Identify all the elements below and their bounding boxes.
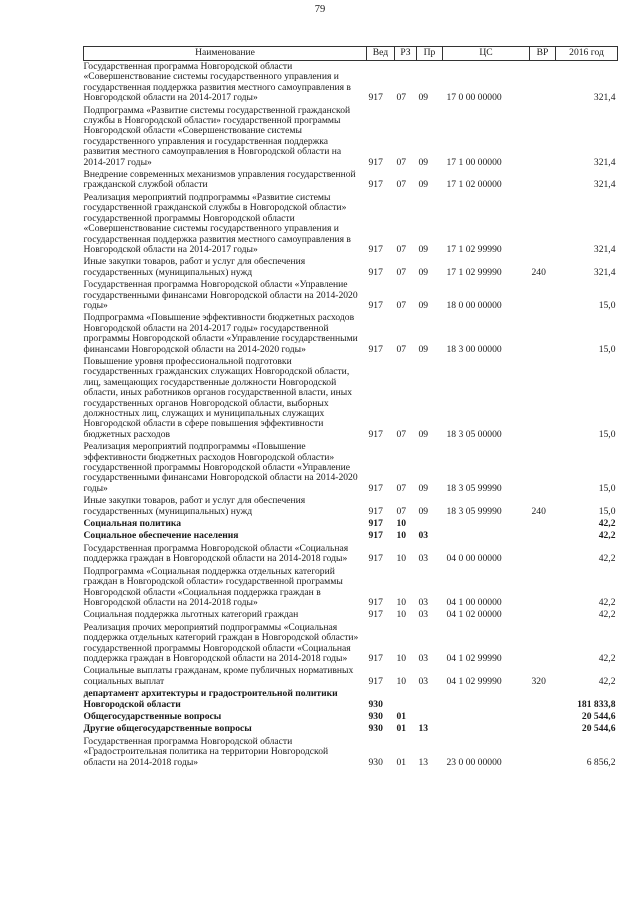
cell-vr <box>530 61 556 105</box>
cell-name: Реализация прочих мероприятий подпрограммы «Социальная поддержка отдельных категорий граждан в Новгородской области» государственной программы Новгородской области «Социальная поддержка граждан в Новгородской области на 2014-2018 годы» <box>83 621 359 664</box>
cell-sum: 321,4 <box>593 156 616 168</box>
cell-rz: 07 <box>396 428 407 440</box>
cell-ved: 917 <box>368 505 383 517</box>
cell-pr <box>417 518 443 530</box>
cell-ved: 917 <box>368 92 383 104</box>
table-row <box>84 688 618 711</box>
cell-sum: 42,2 <box>598 530 616 542</box>
cell-name: Государственная программа Новгородской области «Совершенствование системы государственного управления и государственная поддержка развития местного самоуправления в Новгородской области на 2014-2017 годы» <box>83 61 351 104</box>
cell-sum: 42,2 <box>598 675 616 687</box>
header-sum: 2016 год <box>556 47 618 61</box>
cell-cs: 17 1 02 00000 <box>446 179 502 191</box>
cell-rz: 10 <box>396 530 407 542</box>
cell-vr <box>530 609 556 621</box>
cell-name: Государственная программа Новгородской области «Управление государственными финансами Новгородской области на 2014-2020 годы» <box>83 279 358 311</box>
cell-cs: 04 0 00 00000 <box>446 553 502 565</box>
cell-rz: 10 <box>396 518 407 530</box>
cell-name: Подпрограмма «Социальная поддержка отдельных категорий граждан в Новгородской области» государственной программы Новгородской области «Социальная поддержка граждан в Новгородской области на 2014-2018 годы» <box>83 565 343 608</box>
cell-name: Иные закупки товаров, работ и услуг для обеспечения государственных (муниципальных) нужд <box>83 495 306 517</box>
cell-rz: 07 <box>396 243 407 255</box>
cell-pr: 03 <box>418 609 429 621</box>
cell-ved: 917 <box>368 553 383 565</box>
table-row <box>84 543 618 566</box>
cell-rz: 10 <box>396 596 407 608</box>
cell-rz: 10 <box>396 652 407 664</box>
table-row <box>84 312 618 356</box>
cell-cs <box>443 711 530 723</box>
header-rz: РЗ <box>395 47 417 61</box>
cell-pr: 09 <box>418 343 429 355</box>
header-vr: ВР <box>530 47 556 61</box>
cell-ved: 917 <box>368 156 383 168</box>
cell-name: Социальное обеспечение населения <box>83 530 239 542</box>
cell-cs: 23 0 00 00000 <box>446 756 502 768</box>
table-row <box>84 723 618 735</box>
table-row <box>84 356 618 441</box>
table-row <box>84 105 618 169</box>
cell-ved: 917 <box>368 179 383 191</box>
cell-rz: 01 <box>396 756 407 768</box>
cell-ved: 917 <box>368 266 383 278</box>
cell-cs: 18 3 05 99990 <box>446 505 502 517</box>
cell-pr: 09 <box>418 428 429 440</box>
cell-cs <box>443 530 530 542</box>
cell-pr: 09 <box>418 92 429 104</box>
cell-vr <box>530 441 556 495</box>
cell-name: Внедрение современных механизмов управления государственной гражданской службой области <box>83 169 356 191</box>
cell-name: Социальная поддержка льготных категорий граждан <box>83 609 299 621</box>
cell-cs <box>443 688 530 711</box>
cell-vr <box>530 169 556 192</box>
table-row <box>84 192 618 256</box>
cell-pr: 09 <box>418 179 429 191</box>
cell-ved: 917 <box>368 609 383 621</box>
table-row <box>84 736 618 769</box>
table-row <box>84 622 618 666</box>
cell-name: Повышение уровня профессиональной подготовки государственных гражданских служащих Новгородской области, лиц, замещающих государственные должности Новгородской области, иных работников органов государственной власти, иных государственных органов Новгородской области, выборных должностных лиц, служащих и муниципальных служащих Новгородской области в сфере повышения эффективности бюджетных расходов <box>83 355 353 440</box>
cell-pr: 09 <box>418 482 429 494</box>
cell-sum: 15,0 <box>598 505 616 517</box>
cell-sum: 42,2 <box>598 596 616 608</box>
cell-ved: 930 <box>368 756 383 768</box>
cell-cs: 18 3 05 99990 <box>446 482 502 494</box>
cell-vr <box>530 356 556 441</box>
cell-vr: 240 <box>531 266 546 278</box>
cell-rz: 01 <box>396 710 407 722</box>
cell-pr: 03 <box>418 596 429 608</box>
cell-name: Государственная программа Новгородской области «Градостроительная политика на территории Новгородской области на 2014-2018 годы» <box>83 735 329 768</box>
cell-ved: 917 <box>368 518 383 530</box>
cell-rz: 07 <box>396 156 407 168</box>
table-row <box>84 441 618 495</box>
cell-pr: 09 <box>418 505 429 517</box>
cell-pr: 09 <box>418 243 429 255</box>
cell-cs: 18 3 05 00000 <box>446 428 502 440</box>
header-cs: ЦС <box>443 47 530 61</box>
cell-sum: 15,0 <box>598 299 616 311</box>
cell-vr <box>530 192 556 256</box>
cell-ved: 917 <box>368 530 383 542</box>
cell-rz: 07 <box>396 482 407 494</box>
table-row <box>84 279 618 312</box>
cell-rz: 07 <box>396 92 407 104</box>
header-pr: Пр <box>417 47 443 61</box>
cell-pr: 03 <box>418 675 429 687</box>
cell-rz: 07 <box>396 179 407 191</box>
cell-ved: 917 <box>368 675 383 687</box>
cell-name: Государственная программа Новгородской области «Социальная поддержка граждан в Новгородской области на 2014-2018 годы» <box>83 542 349 565</box>
budget-table <box>83 46 618 769</box>
cell-sum: 321,4 <box>593 266 616 278</box>
table-row <box>84 711 618 723</box>
cell-sum: 321,4 <box>593 243 616 255</box>
cell-sum: 15,0 <box>598 343 616 355</box>
table-body <box>84 61 618 770</box>
cell-cs: 17 1 02 99990 <box>446 243 502 255</box>
cell-cs: 04 1 02 99990 <box>446 652 502 664</box>
cell-sum: 6 856,2 <box>586 756 616 768</box>
cell-vr <box>530 736 556 769</box>
cell-cs: 17 1 02 99990 <box>446 266 502 278</box>
cell-rz: 10 <box>396 609 407 621</box>
cell-vr <box>530 723 556 735</box>
cell-pr: 13 <box>418 723 429 735</box>
cell-cs <box>443 518 530 530</box>
cell-cs: 17 0 00 00000 <box>446 92 502 104</box>
cell-pr: 13 <box>418 756 429 768</box>
cell-pr <box>417 688 443 711</box>
table-row <box>84 609 618 621</box>
cell-rz: 07 <box>396 343 407 355</box>
cell-ved: 917 <box>368 343 383 355</box>
cell-cs <box>443 723 530 735</box>
cell-rz: 07 <box>396 266 407 278</box>
cell-sum: 181 833,8 <box>577 698 616 710</box>
cell-name: Реализация мероприятий подпрограммы «Повышение эффективности бюджетных расходов Новгородской области» государственной программы Новгородской области «Управление государственными финансами Новгородской области на 2014-2020 годы» <box>83 441 358 494</box>
cell-rz: 10 <box>396 675 407 687</box>
cell-ved: 917 <box>368 428 383 440</box>
cell-name: Социальная политика <box>83 518 182 530</box>
cell-vr: 240 <box>531 505 546 517</box>
cell-name: департамент архитектуры и градостроительной политики Новгородской области <box>83 688 338 710</box>
cell-vr <box>530 518 556 530</box>
table-row <box>84 665 618 688</box>
table-row <box>84 169 618 192</box>
table-row <box>84 518 618 530</box>
cell-pr: 03 <box>418 530 429 542</box>
cell-sum: 42,2 <box>598 518 616 530</box>
cell-rz: 01 <box>396 723 407 735</box>
cell-cs: 04 1 02 99990 <box>446 675 502 687</box>
cell-ved: 917 <box>368 596 383 608</box>
cell-sum: 42,2 <box>598 609 616 621</box>
cell-name: Общегосударственные вопросы <box>83 710 222 722</box>
cell-ved: 930 <box>368 710 383 722</box>
cell-pr: 09 <box>418 299 429 311</box>
cell-sum: 321,4 <box>593 92 616 104</box>
cell-sum: 20 544,6 <box>581 723 616 735</box>
cell-sum: 42,2 <box>598 652 616 664</box>
cell-pr: 03 <box>418 652 429 664</box>
cell-vr: 320 <box>531 675 546 687</box>
cell-vr <box>530 279 556 312</box>
cell-vr <box>530 622 556 666</box>
cell-vr <box>530 711 556 723</box>
cell-pr: 09 <box>418 266 429 278</box>
cell-cs: 18 0 00 00000 <box>446 299 502 311</box>
cell-pr: 09 <box>418 156 429 168</box>
cell-name: Социальные выплаты гражданам, кроме публичных нормативных социальных выплат <box>83 665 354 687</box>
header-ved: Вед <box>367 47 395 61</box>
cell-sum: 15,0 <box>598 428 616 440</box>
cell-vr <box>530 566 556 610</box>
cell-cs: 04 1 00 00000 <box>446 596 502 608</box>
header-name: Наименование <box>84 47 367 61</box>
cell-pr <box>417 711 443 723</box>
page-number: 79 <box>314 4 326 15</box>
cell-ved: 917 <box>368 299 383 311</box>
cell-vr <box>530 530 556 542</box>
cell-rz: 07 <box>396 299 407 311</box>
table-row <box>84 256 618 279</box>
cell-ved: 930 <box>368 698 383 710</box>
cell-name: Подпрограмма «Развитие системы государственной гражданской службы в Новгородской области» государственной программы Новгородской области «Совершенствование системы государственного управления и государственная поддержка развития местного самоуправления в Новгородской области на 2014-2017 годы» <box>83 104 351 168</box>
cell-rz <box>395 688 417 711</box>
cell-sum: 321,4 <box>593 179 616 191</box>
cell-cs: 18 3 00 00000 <box>446 343 502 355</box>
cell-sum: 42,2 <box>598 553 616 565</box>
cell-sum: 20 544,6 <box>581 710 616 722</box>
cell-rz: 07 <box>396 505 407 517</box>
cell-name: Другие общегосударственные вопросы <box>83 723 252 735</box>
cell-name: Иные закупки товаров, работ и услуг для обеспечения государственных (муниципальных) нужд <box>83 256 306 278</box>
cell-name: Подпрограмма «Повышение эффективности бюджетных расходов Новгородской области на 2014-2017 годы» государственной программы Новгородской области «Управление государственными финансами Новгородской области на 2014-2020 годы» <box>83 312 358 355</box>
cell-ved: 917 <box>368 243 383 255</box>
cell-cs: 17 1 00 00000 <box>446 156 502 168</box>
cell-sum: 15,0 <box>598 482 616 494</box>
table-row <box>84 61 618 105</box>
cell-rz: 10 <box>396 553 407 565</box>
cell-name: Реализация мероприятий подпрограммы «Развитие системы государственной гражданской службы в Новгородской области» государственной программы Новгородской области «Совершенствование системы государственного управления и государственная поддержка развития местного самоуправления в Новгородской области на 2014-2017 годы» <box>83 191 351 255</box>
table-row <box>84 566 618 610</box>
cell-vr <box>530 105 556 169</box>
cell-ved: 930 <box>368 723 383 735</box>
cell-ved: 917 <box>368 652 383 664</box>
table-row <box>84 495 618 518</box>
cell-vr <box>530 688 556 711</box>
table-row <box>84 530 618 542</box>
cell-cs: 04 1 02 00000 <box>446 609 502 621</box>
cell-ved: 917 <box>368 482 383 494</box>
cell-vr <box>530 543 556 566</box>
table-header <box>84 47 618 61</box>
cell-pr: 03 <box>418 553 429 565</box>
cell-vr <box>530 312 556 356</box>
